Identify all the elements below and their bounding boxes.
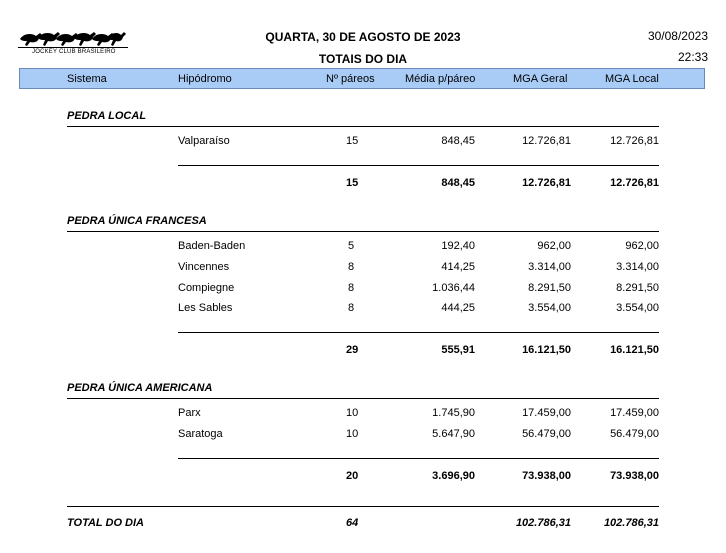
subtotal-media: 3.696,90 [432, 470, 475, 482]
subtotal-media: 555,91 [441, 344, 475, 356]
total-pareos: 64 [346, 517, 359, 529]
logo-text: JOCKEY CLUB BRASILEIRO [32, 49, 116, 55]
hipodromo-cell: Parx [178, 407, 201, 419]
subtotal-mga-geral: 12.726,81 [522, 177, 571, 189]
subtotal-pareos: 15 [346, 177, 359, 189]
section-title: PEDRA ÚNICA FRANCESA [67, 215, 207, 227]
subtotal-mga-local: 73.938,00 [610, 470, 659, 482]
hipodromo-cell: Compiegne [178, 282, 235, 294]
subtotal-divider [178, 165, 659, 166]
hipodromo-cell: Valparaíso [178, 135, 230, 147]
report-subtitle: TOTAIS DO DIA [318, 52, 408, 66]
total-divider [67, 506, 659, 507]
total-mga-local: 102.786,31 [603, 517, 659, 529]
mga-local-cell: 56.479,00 [610, 428, 659, 440]
total-label: TOTAL DO DIA [67, 517, 144, 529]
mga-local-cell: 962,00 [625, 240, 659, 252]
subtotal-mga-local: 16.121,50 [610, 344, 659, 356]
mga-geral-cell: 3.314,00 [528, 261, 571, 273]
report-date: 30/08/2023 [647, 29, 708, 43]
pareos-cell: 10 [346, 407, 359, 419]
section-divider [67, 126, 659, 127]
hipodromo-cell: Saratoga [178, 428, 223, 440]
subtotal-mga-geral: 16.121,50 [522, 344, 571, 356]
mga-local-cell: 3.314,00 [616, 261, 659, 273]
media-cell: 444,25 [441, 302, 475, 314]
col-pareos: Nº páreos [326, 73, 375, 85]
report-title: QUARTA, 30 DE AGOSTO DE 2023 [265, 30, 461, 44]
subtotal-divider [178, 332, 659, 333]
section-title: PEDRA LOCAL [67, 110, 147, 122]
section-divider [67, 398, 659, 399]
subtotal-divider [178, 458, 659, 459]
mga-geral-cell: 56.479,00 [522, 428, 571, 440]
pareos-cell: 8 [348, 261, 355, 273]
mga-geral-cell: 17.459,00 [522, 407, 571, 419]
media-cell: 1.745,90 [432, 407, 475, 419]
col-hipodromo: Hipódromo [178, 73, 232, 85]
mga-local-cell: 8.291,50 [616, 282, 659, 294]
mga-geral-cell: 12.726,81 [522, 135, 571, 147]
pareos-cell: 8 [348, 282, 355, 294]
hipodromo-cell: Vincennes [178, 261, 230, 273]
subtotal-pareos: 29 [346, 344, 359, 356]
pareos-cell: 8 [348, 302, 355, 314]
mga-local-cell: 17.459,00 [610, 407, 659, 419]
media-cell: 1.036,44 [432, 282, 475, 294]
media-cell: 848,45 [441, 135, 475, 147]
mga-geral-cell: 8.291,50 [528, 282, 571, 294]
mga-geral-cell: 962,00 [537, 240, 571, 252]
section-title: PEDRA ÚNICA AMERICANA [67, 382, 213, 394]
mga-local-cell: 3.554,00 [616, 302, 659, 314]
mga-geral-cell: 3.554,00 [528, 302, 571, 314]
section-divider [67, 231, 659, 232]
pareos-cell: 5 [348, 240, 355, 252]
subtotal-mga-local: 12.726,81 [610, 177, 659, 189]
col-sistema: Sistema [67, 73, 107, 85]
col-media: Média p/páreo [405, 73, 476, 85]
report-time: 22:33 [677, 50, 708, 64]
subtotal-mga-geral: 73.938,00 [522, 470, 571, 482]
media-cell: 5.647,90 [432, 428, 475, 440]
col-mga-geral: MGA Geral [513, 73, 568, 85]
mga-local-cell: 12.726,81 [610, 135, 659, 147]
hipodromo-cell: Baden-Baden [178, 240, 246, 252]
media-cell: 414,25 [441, 261, 475, 273]
total-mga-geral: 102.786,31 [515, 517, 571, 529]
media-cell: 192,40 [441, 240, 475, 252]
pareos-cell: 15 [346, 135, 359, 147]
subtotal-media: 848,45 [441, 177, 475, 189]
pareos-cell: 10 [346, 428, 359, 440]
hipodromo-cell: Les Sables [178, 302, 233, 314]
subtotal-pareos: 20 [346, 470, 359, 482]
col-mga-local: MGA Local [605, 73, 659, 85]
